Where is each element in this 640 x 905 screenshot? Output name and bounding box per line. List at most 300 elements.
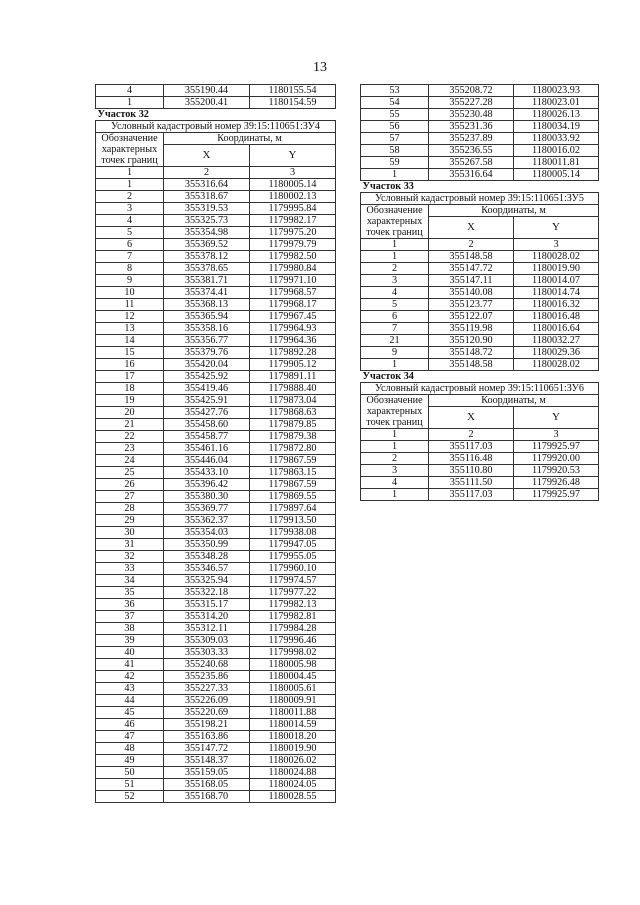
point-number: 34 (96, 575, 164, 587)
point-number: 1 (361, 169, 429, 181)
point-number: 36 (96, 599, 164, 611)
y-coordinate: 1179872.80 (250, 443, 336, 455)
y-coordinate: 1180024.05 (250, 779, 336, 791)
point-number: 26 (96, 479, 164, 491)
point-number: 25 (96, 467, 164, 479)
point-number: 13 (96, 323, 164, 335)
table-row (96, 395, 336, 407)
table-row (96, 671, 336, 683)
y-coordinate: 1179967.45 (250, 311, 336, 323)
x-coordinate: 355309.03 (164, 635, 250, 647)
table-row (361, 157, 599, 169)
x-coordinate: 355116.48 (429, 453, 514, 465)
designation-header (96, 133, 164, 167)
table-row (96, 563, 336, 575)
point-number: 5 (96, 227, 164, 239)
point-number: 1 (361, 251, 429, 263)
x-coordinate: 355148.58 (429, 251, 514, 263)
x-coordinate: 355122.07 (429, 311, 514, 323)
designation-line3: точек границ (366, 417, 423, 428)
y-coordinate: 1179867.59 (250, 479, 336, 491)
point-number: 31 (96, 539, 164, 551)
x-coordinate: 355147.72 (164, 743, 250, 755)
y-coordinate: 1179905.12 (250, 359, 336, 371)
point-number: 23 (96, 443, 164, 455)
y-coordinate: 1179879.85 (250, 419, 336, 431)
page-number: 13 (313, 60, 327, 75)
col-number-1: 1 (361, 239, 429, 251)
point-number: 22 (96, 431, 164, 443)
col-number-2: 2 (164, 167, 250, 179)
point-number: 3 (361, 275, 429, 287)
y-coordinate: 1179964.36 (250, 335, 336, 347)
x-coordinate: 355159.05 (164, 767, 250, 779)
x-coordinate: 355147.72 (429, 263, 514, 275)
x-coordinate: 355111.50 (429, 477, 514, 489)
table-row (96, 647, 336, 659)
x-coordinate: 355200.41 (164, 97, 250, 109)
designation-line3: точек границ (101, 155, 158, 166)
table-row (96, 97, 336, 109)
point-number: 6 (96, 239, 164, 251)
point-number: 6 (361, 311, 429, 323)
x-coordinate: 355446.04 (164, 455, 250, 467)
y-coordinate: 1179897.64 (250, 503, 336, 515)
point-number: 55 (361, 109, 429, 121)
table-row (96, 635, 336, 647)
x-coordinate: 355348.28 (164, 551, 250, 563)
point-number: 21 (96, 419, 164, 431)
x-coordinate: 355316.64 (164, 179, 250, 191)
x-coordinate: 355425.91 (164, 395, 250, 407)
table-row (96, 263, 336, 275)
y-coordinate: 1180155.54 (250, 85, 336, 97)
right-top-rows (361, 85, 599, 181)
table-row (96, 251, 336, 263)
y-coordinate: 1180016.02 (514, 145, 599, 157)
point-number: 3 (361, 465, 429, 477)
x-coordinate: 355322.18 (164, 587, 250, 599)
y-coordinate: 1179892.28 (250, 347, 336, 359)
point-number: 16 (96, 359, 164, 371)
x-coordinate: 355346.57 (164, 563, 250, 575)
point-number: 10 (96, 287, 164, 299)
point-number: 40 (96, 647, 164, 659)
x-coordinate: 355240.68 (164, 659, 250, 671)
table-row (96, 695, 336, 707)
plot34-rows (361, 441, 599, 501)
col-number-3: 3 (514, 239, 599, 251)
table-row (361, 477, 599, 489)
y-coordinate: 1179868.63 (250, 407, 336, 419)
table-row (361, 323, 599, 335)
point-number: 46 (96, 719, 164, 731)
point-number: 32 (96, 551, 164, 563)
table-row (96, 479, 336, 491)
y-coordinate: 1180019.90 (250, 743, 336, 755)
point-number: 1 (361, 441, 429, 453)
table-row (96, 383, 336, 395)
point-number: 35 (96, 587, 164, 599)
designation-line3: точек границ (366, 227, 423, 238)
x-coordinate: 355147.11 (429, 275, 514, 287)
point-number: 1 (96, 97, 164, 109)
table-row (96, 227, 336, 239)
y-coordinate: 1180026.02 (250, 755, 336, 767)
point-number: 1 (361, 489, 429, 501)
point-number: 59 (361, 157, 429, 169)
col-number-2: 2 (429, 239, 514, 251)
point-number: 7 (96, 251, 164, 263)
plot34-header (361, 371, 599, 441)
y-coordinate: 1179964.93 (250, 323, 336, 335)
col-number-2: 2 (429, 429, 514, 441)
x-coordinate: 355148.58 (429, 359, 514, 371)
table-row (361, 453, 599, 465)
point-number: 20 (96, 407, 164, 419)
x-coordinate: 355369.52 (164, 239, 250, 251)
table-row (361, 145, 599, 157)
x-coordinate: 355378.65 (164, 263, 250, 275)
y-coordinate: 1180029.36 (514, 347, 599, 359)
table-row (96, 527, 336, 539)
x-coordinate: 355396.42 (164, 479, 250, 491)
x-coordinate: 355312.11 (164, 623, 250, 635)
table-row (96, 191, 336, 203)
y-coordinate: 1180014.07 (514, 275, 599, 287)
x-coordinate: 355267.58 (429, 157, 514, 169)
y-coordinate: 1180028.55 (250, 791, 336, 803)
point-number: 3 (96, 203, 164, 215)
y-coordinate: 1180016.48 (514, 311, 599, 323)
x-coordinate: 355419.46 (164, 383, 250, 395)
point-number: 4 (96, 85, 164, 97)
x-coordinate: 355358.16 (164, 323, 250, 335)
table-row (361, 133, 599, 145)
table-row (96, 611, 336, 623)
x-coordinate: 355354.98 (164, 227, 250, 239)
point-number: 49 (96, 755, 164, 767)
table-row (361, 359, 599, 371)
point-number: 17 (96, 371, 164, 383)
point-number: 30 (96, 527, 164, 539)
y-coordinate: 1180019.90 (514, 263, 599, 275)
table-row (96, 659, 336, 671)
x-coordinate: 355315.17 (164, 599, 250, 611)
x-header: X (164, 145, 250, 167)
y-coordinate: 1179982.13 (250, 599, 336, 611)
x-coordinate: 355425.92 (164, 371, 250, 383)
y-coordinate: 1180023.01 (514, 97, 599, 109)
x-coordinate: 355458.77 (164, 431, 250, 443)
plot33-header (361, 181, 599, 251)
designation-header (361, 205, 429, 239)
y-coordinate: 1180028.02 (514, 359, 599, 371)
left-column (95, 84, 335, 803)
y-coordinate: 1179913.50 (250, 515, 336, 527)
table-row (361, 347, 599, 359)
y-coordinate: 1179920.00 (514, 453, 599, 465)
x-coordinate: 355227.33 (164, 683, 250, 695)
left-coordinates-table (95, 84, 336, 803)
x-coordinate: 355190.44 (164, 85, 250, 97)
x-coordinate: 355168.70 (164, 791, 250, 803)
point-number: 5 (361, 299, 429, 311)
plot34-title: Участок 34 (362, 371, 414, 382)
point-number: 27 (96, 491, 164, 503)
x-coordinate: 355140.08 (429, 287, 514, 299)
point-number: 9 (96, 275, 164, 287)
point-number: 7 (361, 323, 429, 335)
y-coordinate: 1180004.45 (250, 671, 336, 683)
plot32-cadastre: Условный кадастровый номер 39:15:110651:ЗУ4 (96, 121, 336, 133)
table-row (96, 743, 336, 755)
col-number-1: 1 (361, 429, 429, 441)
x-coordinate: 355220.69 (164, 707, 250, 719)
y-header: Y (250, 145, 336, 167)
x-coordinate: 355380.30 (164, 491, 250, 503)
table-row (96, 443, 336, 455)
coordinates-header: Координаты, м (429, 205, 599, 217)
table-row (96, 707, 336, 719)
plot32-rows (96, 179, 336, 803)
plot33-cadastre: Условный кадастровый номер 39:15:110651:ЗУ5 (361, 193, 599, 205)
table-row (96, 287, 336, 299)
y-coordinate: 1180011.88 (250, 707, 336, 719)
point-number: 48 (96, 743, 164, 755)
y-coordinate: 1179925.97 (514, 489, 599, 501)
y-coordinate: 1179925.97 (514, 441, 599, 453)
table-row (361, 441, 599, 453)
table-row (96, 575, 336, 587)
y-coordinate: 1179980.84 (250, 263, 336, 275)
y-coordinate: 1180005.61 (250, 683, 336, 695)
designation-line2: характерных (366, 406, 423, 417)
point-number: 45 (96, 707, 164, 719)
point-number: 37 (96, 611, 164, 623)
table-row (96, 419, 336, 431)
plot33-title: Участок 33 (362, 181, 414, 192)
x-coordinate: 355236.55 (429, 145, 514, 157)
x-coordinate: 355362.37 (164, 515, 250, 527)
table-row (96, 323, 336, 335)
x-coordinate: 355123.77 (429, 299, 514, 311)
point-number: 58 (361, 145, 429, 157)
designation-line1: Обозначение (366, 205, 423, 216)
point-number: 12 (96, 311, 164, 323)
table-row (96, 767, 336, 779)
x-coordinate: 355314.20 (164, 611, 250, 623)
table-row (96, 467, 336, 479)
x-coordinate: 355231.36 (429, 121, 514, 133)
table-row (361, 121, 599, 133)
table-row (361, 251, 599, 263)
y-coordinate: 1180033.92 (514, 133, 599, 145)
y-coordinate: 1179955.05 (250, 551, 336, 563)
y-coordinate: 1180016.64 (514, 323, 599, 335)
designation-line1: Обозначение (366, 395, 423, 406)
x-coordinate: 355163.86 (164, 731, 250, 743)
y-coordinate: 1179982.81 (250, 611, 336, 623)
y-coordinate: 1179984.28 (250, 623, 336, 635)
table-row (96, 491, 336, 503)
table-row (96, 203, 336, 215)
col-number-1: 1 (96, 167, 164, 179)
left-top-rows (96, 85, 336, 109)
point-number: 42 (96, 671, 164, 683)
y-coordinate: 1179947.05 (250, 539, 336, 551)
y-coordinate: 1180002.13 (250, 191, 336, 203)
y-coordinate: 1180023.93 (514, 85, 599, 97)
table-row (96, 503, 336, 515)
table-row (96, 275, 336, 287)
coordinates-header: Координаты, м (429, 395, 599, 407)
x-coordinate: 355226.09 (164, 695, 250, 707)
y-coordinate: 1179879.38 (250, 431, 336, 443)
point-number: 4 (96, 215, 164, 227)
coordinates-header: Координаты, м (164, 133, 336, 145)
y-header: Y (514, 407, 599, 429)
designation-header (361, 395, 429, 429)
point-number: 21 (361, 335, 429, 347)
point-number: 14 (96, 335, 164, 347)
table-row (361, 465, 599, 477)
y-coordinate: 1179968.17 (250, 299, 336, 311)
point-number: 38 (96, 623, 164, 635)
table-row (361, 299, 599, 311)
x-coordinate: 355117.03 (429, 489, 514, 501)
table-row (96, 311, 336, 323)
y-coordinate: 1180028.02 (514, 251, 599, 263)
y-coordinate: 1180154.59 (250, 97, 336, 109)
table-row (96, 551, 336, 563)
col-number-3: 3 (250, 167, 336, 179)
x-coordinate: 355369.77 (164, 503, 250, 515)
table-row (361, 275, 599, 287)
y-coordinate: 1179968.57 (250, 287, 336, 299)
y-coordinate: 1179982.50 (250, 251, 336, 263)
y-coordinate: 1180018.20 (250, 731, 336, 743)
point-number: 29 (96, 515, 164, 527)
table-row (361, 287, 599, 299)
point-number: 1 (361, 359, 429, 371)
x-coordinate: 355208.72 (429, 85, 514, 97)
point-number: 2 (361, 453, 429, 465)
point-number: 43 (96, 683, 164, 695)
y-coordinate: 1179975.20 (250, 227, 336, 239)
x-coordinate: 355325.94 (164, 575, 250, 587)
designation-line1: Обозначение (101, 133, 158, 144)
point-number: 57 (361, 133, 429, 145)
y-coordinate: 1179960.10 (250, 563, 336, 575)
plot32-header (96, 109, 336, 179)
x-coordinate: 355119.98 (429, 323, 514, 335)
point-number: 33 (96, 563, 164, 575)
y-coordinate: 1179938.08 (250, 527, 336, 539)
right-coordinates-table (360, 84, 599, 501)
plot32-title: Участок 32 (97, 109, 149, 120)
table-row (96, 731, 336, 743)
table-row (96, 371, 336, 383)
x-coordinate: 355235.86 (164, 671, 250, 683)
x-coordinate: 355368.13 (164, 299, 250, 311)
x-coordinate: 355427.76 (164, 407, 250, 419)
table-row (96, 85, 336, 97)
x-coordinate: 355316.64 (429, 169, 514, 181)
table-row (96, 239, 336, 251)
y-coordinate: 1179869.55 (250, 491, 336, 503)
y-coordinate: 1179926.48 (514, 477, 599, 489)
x-coordinate: 355198.21 (164, 719, 250, 731)
point-number: 2 (361, 263, 429, 275)
table-row (361, 109, 599, 121)
point-number: 15 (96, 347, 164, 359)
point-number: 1 (96, 179, 164, 191)
x-coordinate: 355354.03 (164, 527, 250, 539)
point-number: 56 (361, 121, 429, 133)
point-number: 28 (96, 503, 164, 515)
point-number: 8 (96, 263, 164, 275)
y-coordinate: 1179920.53 (514, 465, 599, 477)
x-coordinate: 355110.80 (429, 465, 514, 477)
x-coordinate: 355117.03 (429, 441, 514, 453)
y-coordinate: 1179974.57 (250, 575, 336, 587)
table-row (96, 179, 336, 191)
y-coordinate: 1179979.79 (250, 239, 336, 251)
x-coordinate: 355120.90 (429, 335, 514, 347)
x-coordinate: 355458.60 (164, 419, 250, 431)
y-coordinate: 1180005.98 (250, 659, 336, 671)
y-coordinate: 1179888.40 (250, 383, 336, 395)
y-coordinate: 1180034.19 (514, 121, 599, 133)
x-coordinate: 355381.71 (164, 275, 250, 287)
x-coordinate: 355378.12 (164, 251, 250, 263)
y-coordinate: 1180005.14 (514, 169, 599, 181)
table-row (96, 587, 336, 599)
table-row (361, 97, 599, 109)
y-coordinate: 1180032.27 (514, 335, 599, 347)
y-coordinate: 1179995.84 (250, 203, 336, 215)
table-row (96, 299, 336, 311)
point-number: 19 (96, 395, 164, 407)
point-number: 51 (96, 779, 164, 791)
table-row (96, 407, 336, 419)
table-row (96, 515, 336, 527)
x-coordinate: 355237.89 (429, 133, 514, 145)
table-row (96, 791, 336, 803)
table-row (361, 311, 599, 323)
table-row (96, 215, 336, 227)
designation-line2: характерных (101, 144, 158, 155)
x-coordinate: 355433.10 (164, 467, 250, 479)
point-number: 52 (96, 791, 164, 803)
table-row (96, 431, 336, 443)
y-coordinate: 1179982.17 (250, 215, 336, 227)
y-coordinate: 1179971.10 (250, 275, 336, 287)
point-number: 4 (361, 477, 429, 489)
point-number: 54 (361, 97, 429, 109)
table-row (96, 335, 336, 347)
x-coordinate: 355148.37 (164, 755, 250, 767)
point-number: 44 (96, 695, 164, 707)
x-coordinate: 355303.33 (164, 647, 250, 659)
point-number: 50 (96, 767, 164, 779)
table-row (361, 489, 599, 501)
col-number-3: 3 (514, 429, 599, 441)
y-coordinate: 1180014.59 (250, 719, 336, 731)
y-header: Y (514, 217, 599, 239)
table-row (96, 539, 336, 551)
